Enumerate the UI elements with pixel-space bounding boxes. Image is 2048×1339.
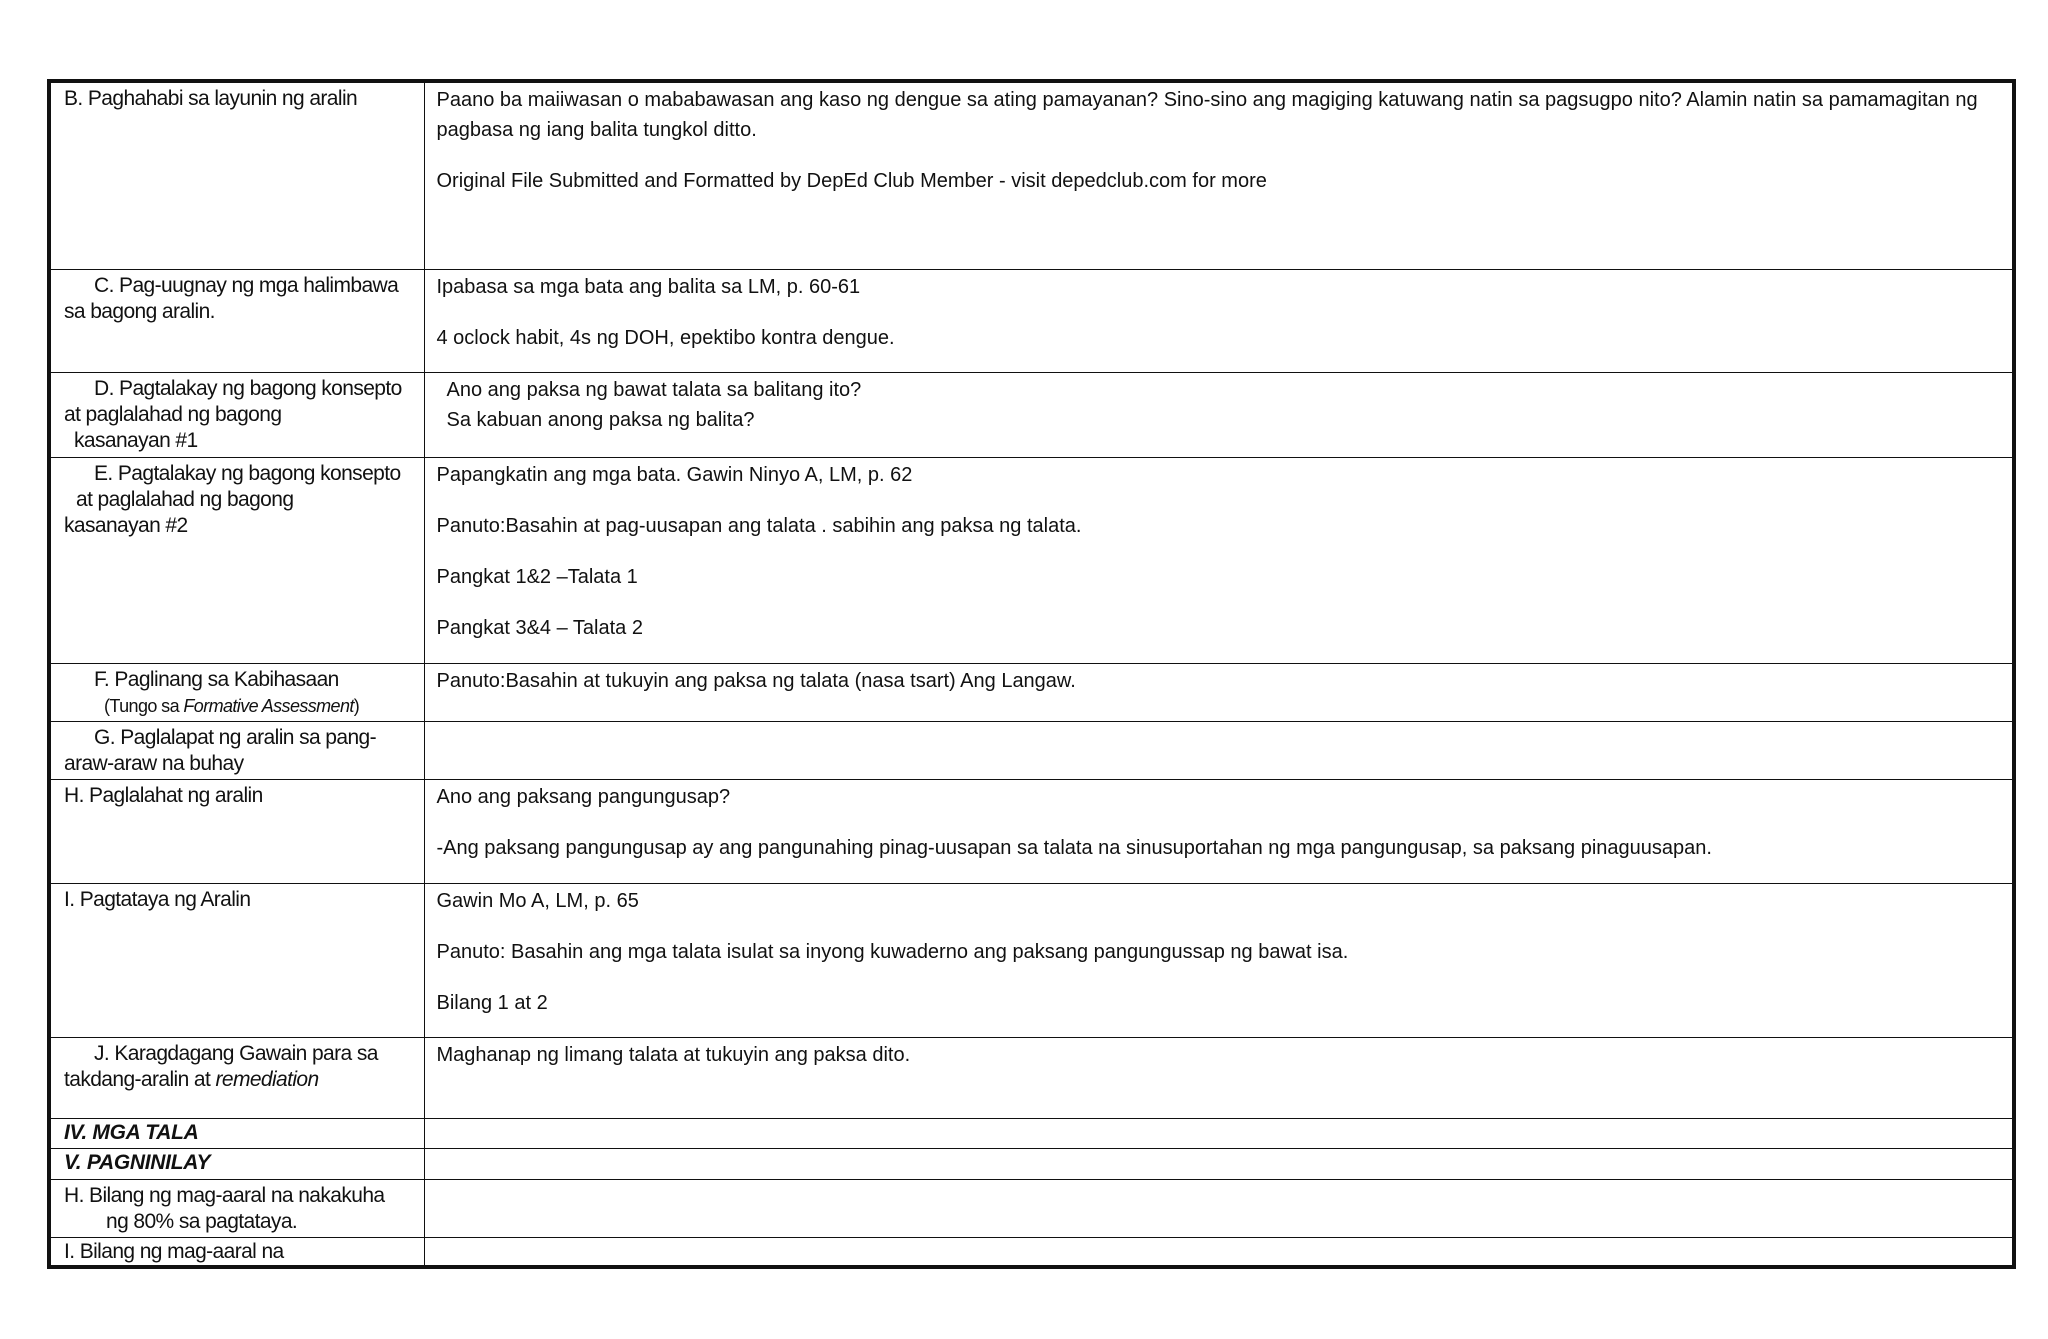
row-label-cell [49,663,424,721]
row-label: H. Bilang ng mag-aaral na nakakuha [64,1183,385,1207]
paragraph: Gawin Mo A, LM, p. 65 [436,889,639,912]
row-label-cell [49,1037,424,1118]
table-row [49,721,2014,779]
row-content-cell [424,372,2014,457]
row-label-cell [49,779,424,883]
row-content-cell [424,1237,2014,1267]
table-row [49,779,2014,883]
row-label: at paglalahad ng bagong [64,402,282,426]
row-label: I. Bilang ng mag-aaral na [64,1239,284,1263]
row-label: H. Paglalahat ng aralin [64,783,263,807]
paragraph: Ano ang paksa ng bawat talata sa balitang ito? [446,378,862,401]
paragraph: Bilang 1 at 2 [436,991,548,1014]
paragraph: Panuto: Basahin ang mga talata isulat sa inyong kuwaderno ang paksang pangungussap ng bawat isa. [436,940,1349,963]
row-label: B. Paghahabi sa layunin ng aralin [64,87,358,110]
table-row [49,457,2014,663]
row-content-cell [424,457,2014,663]
paragraph: Panuto:Basahin at pag-uusapan ang talata . sabihin ang paksa ng talata. [436,514,1082,537]
section-heading: IV. MGA TALA [64,1120,199,1144]
row-content-cell [424,721,2014,779]
paragraph: Papangkatin ang mga bata. Gawin Ninyo A, LM, p. 62 [436,463,913,486]
table-row [49,1237,2014,1267]
row-label: kasanayan #2 [64,513,188,537]
table-row [49,372,2014,457]
table-row [49,81,2014,269]
row-label: J. Karagdagang Gawain para sa [94,1041,378,1065]
row-content-cell [424,1037,2014,1118]
paragraph: Panuto:Basahin at tukuyin ang paksa ng talata (nasa tsart) Ang Langaw. [436,669,1076,692]
table-row [49,269,2014,372]
lesson-plan-table [47,79,2016,1269]
row-label-cell [49,883,424,1037]
row-content-cell [424,1179,2014,1237]
row-content-cell [424,883,2014,1037]
row-label-cell [49,457,424,663]
row-label-cell [49,269,424,372]
table-row [49,1148,2014,1179]
table-row [49,883,2014,1037]
row-label-cell [49,721,424,779]
row-label-note: (Tungo sa Formative Assessment) [104,695,360,716]
table-row [49,1179,2014,1237]
row-label: at paglalahad ng bagong [76,487,294,511]
row-label: E. Pagtalakay ng bagong konsepto [94,461,401,485]
row-label-cell [49,1237,424,1267]
row-label-cell [49,372,424,457]
paragraph: Paano ba maiiwasan o mababawasan ang kaso ng dengue sa ating pamayanan? Sino-sino ang magiging katuwang natin sa pagsugpo nito? Alamin natin sa pamamagitan ng pagbasa ng iang balita tungkol ditto. [436,89,1978,141]
row-label: C. Pag-uugnay ng mga halimbawa [94,273,399,297]
row-label: G. Paglalapat ng aralin sa pang- [94,725,376,749]
paragraph: Ipabasa sa mga bata ang balita sa LM, p. 60-61 [436,275,861,298]
row-label: D. Pagtalakay ng bagong konsepto [94,376,402,400]
paragraph: -Ang paksang pangungusap ay ang pangunahing pinag-uusapan sa talata na sinusuportahan ng mga pangungusap, sa paksang pinaguusapan. [436,836,1712,859]
paragraph: Sa kabuan anong paksa ng balita? [446,408,755,431]
table-row [49,1118,2014,1148]
row-label-cell [49,1148,424,1179]
row-content-cell [424,269,2014,372]
row-content-cell [424,1148,2014,1179]
table-row [49,663,2014,721]
row-label-cell [49,1179,424,1237]
paragraph: Original File Submitted and Formatted by DepEd Club Member - visit depedclub.com for more [436,170,1267,192]
row-label: I. Pagtataya ng Aralin [64,887,251,911]
paragraph: Maghanap ng limang talata at tukuyin ang paksa dito. [436,1043,911,1066]
paragraph: Pangkat 3&4 – Talata 2 [436,616,643,639]
row-label-cell [49,1118,424,1148]
paragraph: 4 oclock habit, 4s ng DOH, epektibo kontra dengue. [436,326,895,349]
row-label: ng 80% sa pagtataya. [106,1209,298,1233]
paragraph: Pangkat 1&2 –Talata 1 [436,565,638,588]
paragraph: Ano ang paksang pangungusap? [436,785,731,808]
row-content-cell [424,81,2014,269]
row-label: kasanayan #1 [74,428,198,452]
row-label: F. Paglinang sa Kabihasaan [94,667,339,691]
row-label-cell [49,81,424,269]
row-content-cell [424,779,2014,883]
table-row [49,1037,2014,1118]
row-content-cell [424,663,2014,721]
row-content-cell [424,1118,2014,1148]
row-label: sa bagong aralin. [64,299,215,323]
row-label: takdang-aralin at remediation [64,1067,319,1091]
row-label: araw-araw na buhay [64,751,244,775]
section-heading: V. PAGNINILAY [64,1150,211,1174]
